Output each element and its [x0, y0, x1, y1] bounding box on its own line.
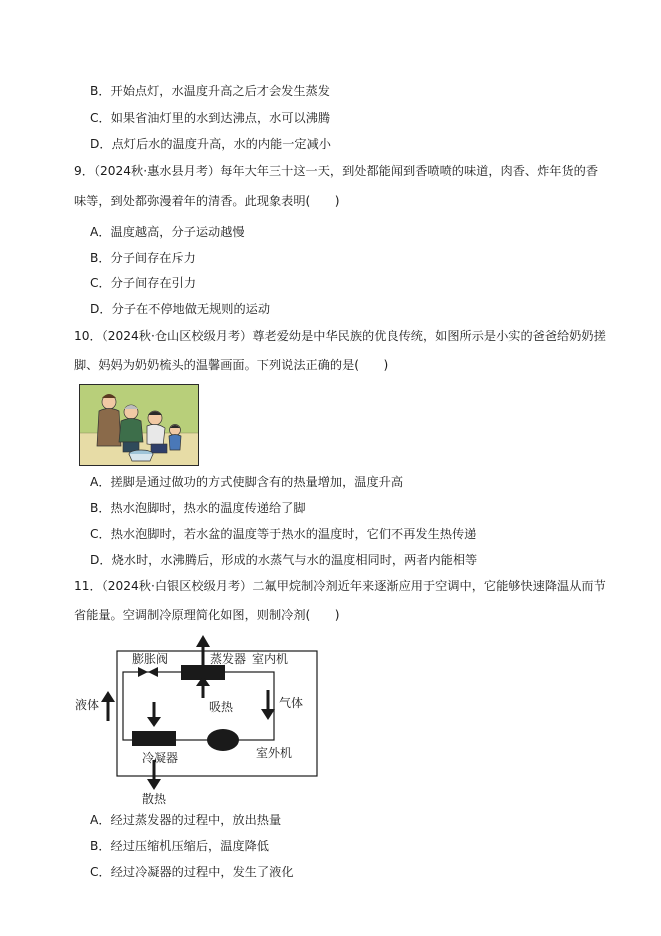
q11-option-b: B．经过压缩机压缩后，温度降低 — [90, 839, 269, 853]
q8-option-b: B．开始点灯，水温度升高之后才会发生蒸发 — [90, 84, 330, 98]
q11-option-a: A．经过蒸发器的过程中，放出热量 — [90, 813, 282, 827]
absorb-heat-label: 吸热 — [209, 700, 234, 714]
expansion-valve-label: 膨胀阀 — [132, 652, 169, 666]
release-heat-label: 散热 — [142, 792, 167, 806]
q9-option-d: D．分子在不停地做无规则的运动 — [90, 302, 271, 316]
q9-option-c: C．分子间存在引力 — [90, 276, 197, 290]
indoor-unit-label: 室内机 — [252, 652, 289, 666]
liquid-label: 液体 — [75, 698, 100, 712]
outdoor-unit-label: 室外机 — [256, 746, 293, 760]
q10-stem-line1: 10．（2024秋·仓山区校级月考）尊老爱幼是中华民族的优良传统，如图所示是小实的爸爸给奶奶搓 — [74, 329, 606, 343]
q9-stem-line2: 味等，到处都弥漫着年的清香。此现象表明( ) — [74, 194, 340, 208]
q8-option-c: C．如果省油灯里的水到达沸点，水可以沸腾 — [90, 111, 331, 125]
q10-option-a: A．搓脚是通过做功的方式使脚含有的热量增加，温度升高 — [90, 475, 404, 489]
condenser-label: 冷凝器 — [142, 751, 179, 765]
q11-stem-line2: 省能量。空调制冷原理简化如图，则制冷剂( ) — [74, 608, 340, 622]
q11-option-c: C．经过冷凝器的过程中，发生了液化 — [90, 865, 294, 879]
condenser-block — [132, 731, 176, 746]
q9-option-a: A．温度越高，分子运动越慢 — [90, 225, 245, 239]
q9-stem-line1: 9．（2024秋·惠水县月考）每年大年三十这一天，到处都能闻到香喷喷的味道，肉香、炸年货的香 — [74, 164, 599, 178]
compressor-symbol — [207, 729, 239, 751]
q11-stem-line1: 11．（2024秋·白银区校级月考）二氟甲烷制冷剂近年来逐渐应用于空调中，它能够快速降温从而节 — [74, 579, 606, 593]
gas-label: 气体 — [279, 696, 304, 710]
q10-stem-line2: 脚、妈妈为奶奶梳头的温馨画面。下列说法正确的是( ) — [74, 358, 389, 372]
q8-option-d: D．点灯后水的温度升高，水的内能一定减小 — [90, 137, 331, 151]
evaporator-label: 蒸发器 — [210, 652, 247, 666]
q10-option-b: B．热水泡脚时，热水的温度传递给了脚 — [90, 501, 306, 515]
q10-option-c: C．热水泡脚时，若水盆的温度等于热水的温度时，它们不再发生热传递 — [90, 527, 477, 541]
expansion-valve-symbol — [138, 667, 148, 677]
q10-option-d: D．烧水时，水沸腾后，形成的水蒸气与水的温度相同时，两者内能相等 — [90, 553, 478, 567]
foot-washing-illustration — [79, 384, 199, 466]
refrigeration-cycle-diagram — [70, 632, 340, 808]
q9-option-b: B．分子间存在斥力 — [90, 251, 196, 265]
